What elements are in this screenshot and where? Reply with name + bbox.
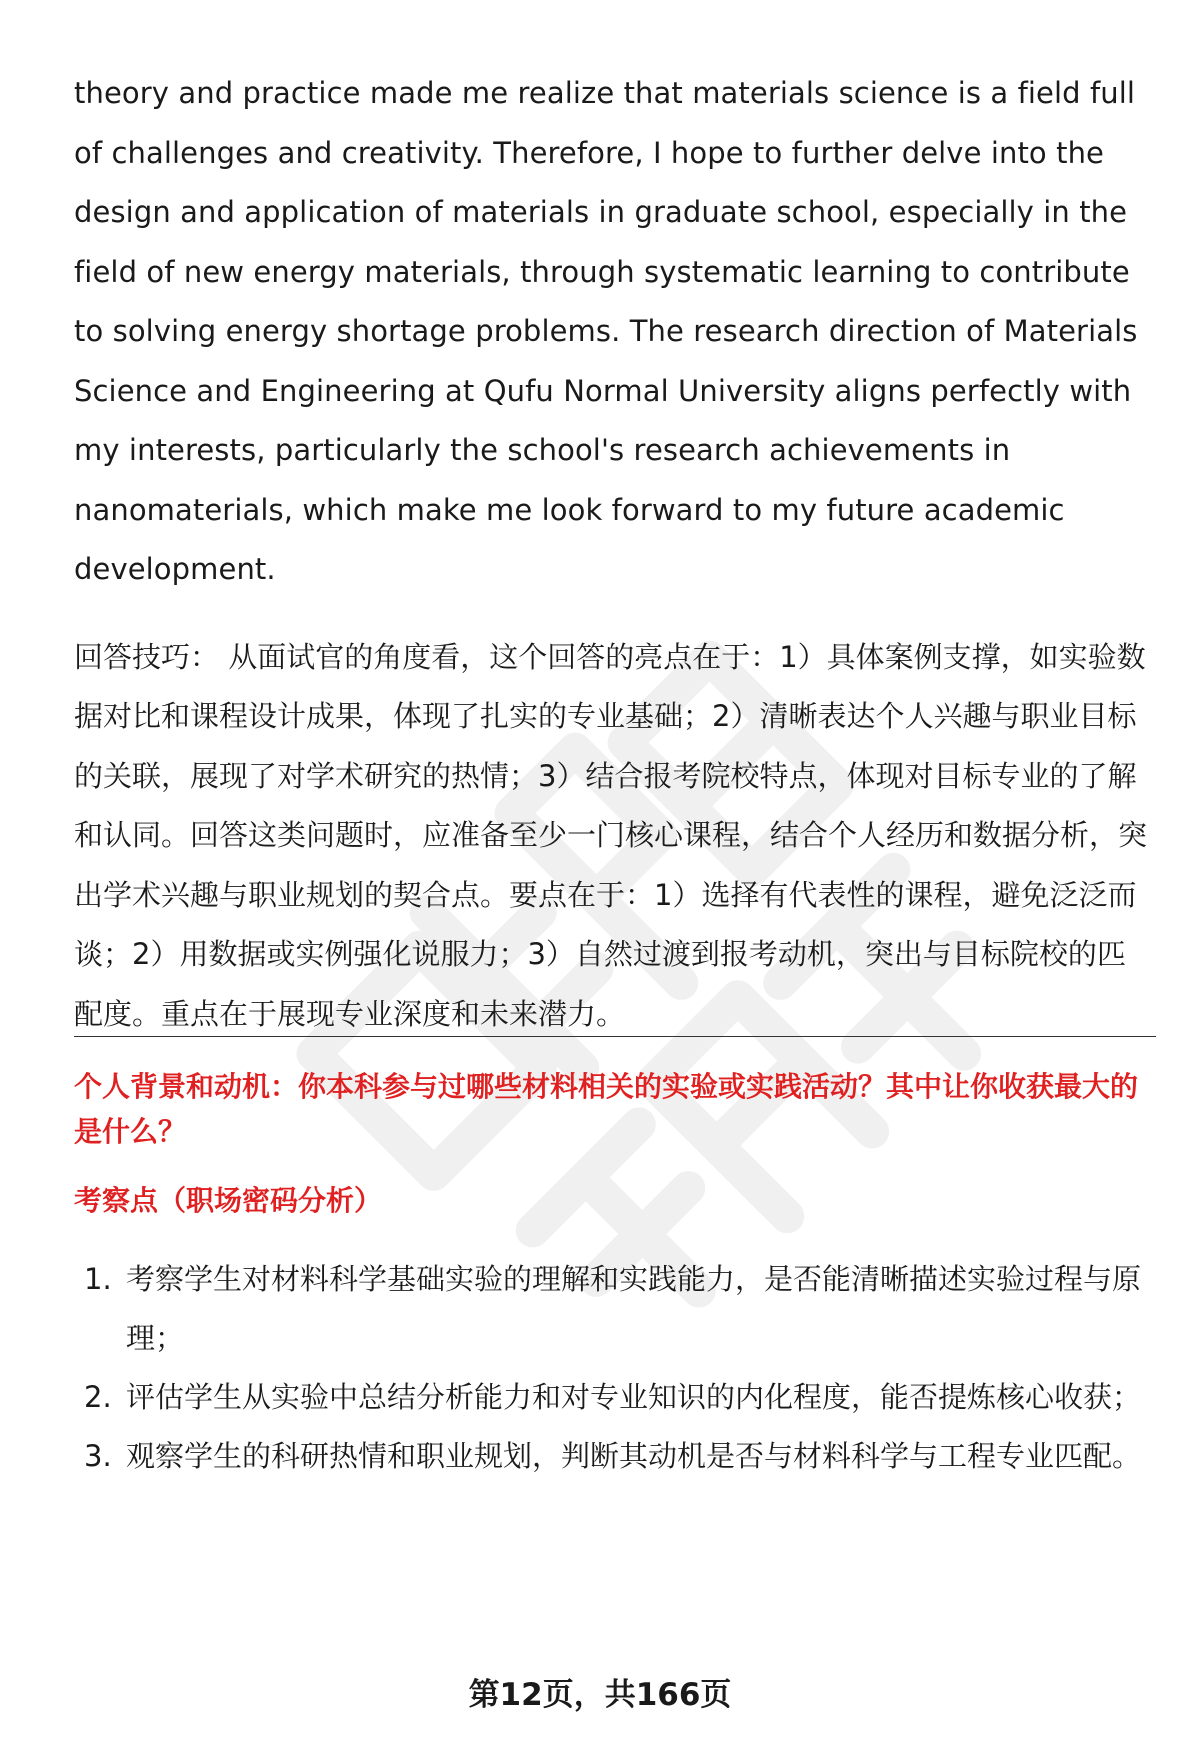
list-item-text: 评估学生从实验中总结分析能力和对专业知识的内化程度，能否提炼核心收获； xyxy=(126,1380,1142,1414)
section-divider xyxy=(74,1036,1156,1037)
list-item-text: 观察学生的科研热情和职业规划，判断其动机是否与材料科学与工程专业匹配。 xyxy=(126,1439,1142,1473)
list-item xyxy=(74,1250,1154,1368)
answer-paragraph-english: theory and practice made me realize that materials science is a field full of challenges and creativity. Therefore, I hope to further delve into the design and application of materials in graduate school, especially in the field of new energy materials, through systematic learning to contribute to solving energy shortage problems. The research direction of Materials Science and Engineering at Qufu Normal University aligns perfectly with my interests, particularly the school's research achievements in nanomaterials, which make me look forward to my future academic development. xyxy=(74,76,1138,586)
list-item-number: 2. xyxy=(84,1380,112,1414)
list-item-number: 1. xyxy=(84,1262,112,1296)
focus-points-title: 考察点（职场密码分析） xyxy=(74,1184,383,1217)
list-item-text: 考察学生对材料科学基础实验的理解和实践能力，是否能清晰描述实验过程与原理； xyxy=(126,1262,1142,1355)
answer-tips-paragraph: 回答技巧： 从面试官的角度看，这个回答的亮点在于：1）具体案例支撑，如实验数据对比和课程设计成果，体现了扎实的专业基础；2）清晰表达个人兴趣与职业目标的关联，展现了对学术研究的热情；3）结合报考院校特点，体现对目标专业的了解和认同。回答这类问题时，应准备至少一门核心课程，结合个人经历和数据分析，突出学术兴趣与职业规划的契合点。要点在于：1）选择有代表性的课程，避免泛泛而谈；2）用数据或实例强化说服力；3）自然过渡到报考动机，突出与目标院校的匹配度。重点在于展现专业深度和未来潜力。 xyxy=(74,639,1148,1031)
page-number-footer: 第12页，共166页 xyxy=(468,1677,732,1713)
list-item xyxy=(74,1368,1154,1427)
list-item-number: 3. xyxy=(84,1439,112,1473)
main-content xyxy=(74,64,1154,1044)
list-item xyxy=(74,1427,1154,1486)
focus-points-list xyxy=(74,1250,1154,1486)
interview-question-heading: 个人背景和动机：你本科参与过哪些材料相关的实验或实践活动？其中让你收获最大的是什么？ xyxy=(74,1070,1139,1148)
